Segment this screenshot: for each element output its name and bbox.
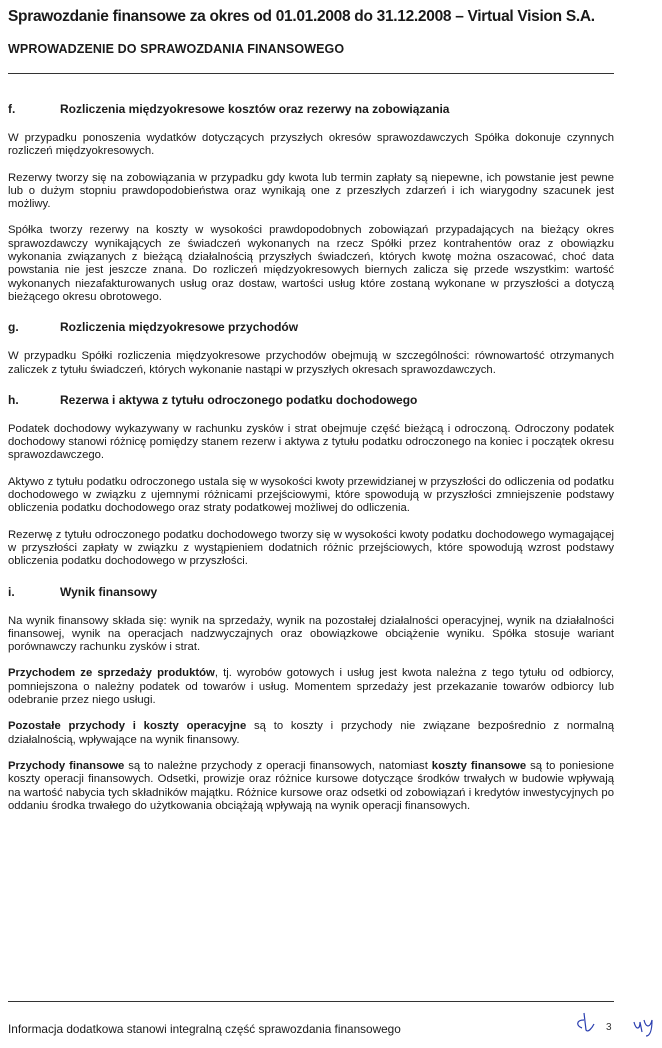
paragraph-text: Rezerwę z tytułu odroczonego podatku dochodowego tworzy się w wysokości kwoty podatku dochodowego wymagającej w przyszłości zapłaty w związku z wystąpieniem dodatnich różnic przejściowych, które spowodują wzrost podstawy obliczenia podatku dochodowego w przyszłości. [8, 528, 614, 568]
paragraph-text: są to należne przychody z operacji finansowych, natomiast [124, 759, 432, 772]
footer-note: Informacja dodatkowa stanowi integralną część sprawozdania finansowego [8, 1022, 401, 1036]
document-title: Sprawozdanie finansowe za okres od 01.01.2008 do 31.12.2008 – Virtual Vision S.A. [8, 8, 595, 25]
section-heading [8, 102, 614, 116]
header-rule [8, 73, 614, 74]
paragraph [8, 172, 614, 212]
section-heading [8, 320, 614, 334]
paragraph-text: są to poniesione koszty operacji finansowych. Odsetki, prowizje oraz różnice kursowe dotyczące środków trwałych w budowie wpływają na wartość nabycia tych składników majątku. Różnice kursowe oraz odsetki od zobowiązań i kredytów inwestycyjnych po oddaniu środka trwałego do użytkowania obciążają wpływają na wynik operacji finansowych. [8, 759, 614, 812]
paragraph-text: W przypadku Spółki rozliczenia międzyokresowe przychodów obejmują w szczególności: równowartość otrzymanych zaliczek z tytułu świadczeń, których wykonanie nastąpi w przyszłych okresach sprawozdawczych. [8, 350, 614, 376]
section-title: Rozliczenia międzyokresowe kosztów oraz rezerwy na zobowiązania [60, 102, 450, 116]
paragraph-text: Aktywo z tytułu podatku odroczonego ustala się w wysokości kwoty przewidzianej w przyszłości do odliczenia od podatku dochodowego w związku z ujemnymi różnicami przejściowymi, które spowodują w przyszłości zmniejszenie podstawy obliczenia podatku dochodowego oraz straty podatkowej możliwej do odliczenia. [8, 475, 614, 515]
section-heading [8, 585, 614, 599]
section-letter: h. [8, 392, 19, 407]
paragraph [8, 615, 614, 655]
section-letter: f. [8, 102, 16, 116]
handwritten-initials [570, 1008, 662, 1038]
paragraph-text: są to koszty i przychody nie związane bezpośrednio z normalną działalnością, wpływające na wynik finansowy. [8, 720, 615, 746]
section-title: Wynik finansowy [60, 584, 158, 599]
section-heading [8, 393, 614, 407]
paragraph [8, 350, 614, 377]
document-body [8, 102, 614, 813]
page-number: 3 [606, 1022, 612, 1033]
bold-term: Przychodem ze sprzedaży produktów [8, 667, 215, 680]
document-subtitle: WPROWADZENIE DO SPRAWOZDANIA FINANSOWEGO [8, 42, 345, 56]
section-letter: i. [8, 584, 15, 599]
paragraph [8, 667, 614, 707]
paragraph-text: Spółka tworzy rezerwy na koszty w wysokości prawdopodobnych zobowiązań przypadających na bieżący okres sprawozdawczy wynikających ze świadczeń wykonanych na rzecz Spółki przez kontrahentów oraz z obowiązku wykonania związanych z bieżącą działalnością przyszłych świadczeń, których kwotę można oszacować, choć data powstania nie jest jeszcze znana. Do rozliczeń międzyokresowych biernych zalicza się przede wszystkim: wartość wykonanych niezafakturowanych usług oraz dostaw, wartości usług które zostaną wykonane w przyszłości a dotyczą bieżącego okresu obrotowego. [8, 224, 614, 303]
paragraph-text: Na wynik finansowy składa się: wynik na sprzedaży, wynik na pozostałej działalności operacyjnej, wynik na działalności finansowej, wynik na operacjach nadzwyczajnych oraz obowiązkowe obciążenie wyniku. Spółka stosuje wariant porównawczy rachunku zysków i strat. [8, 614, 614, 654]
paragraph [8, 476, 614, 516]
paragraph [8, 423, 614, 463]
paragraph [8, 529, 614, 569]
section-title: Rezerwa i aktywa z tytułu odroczonego podatku dochodowego [60, 392, 418, 407]
section-letter: g. [8, 320, 19, 335]
bold-term: koszty finansowe [431, 759, 527, 772]
footer-rule [8, 1001, 614, 1002]
paragraph [8, 720, 614, 747]
paragraph-text: , tj. wyrobów gotowych i usług jest kwota należna z tego tytułu od odbiorcy, pomniejszona o należny podatek od towarów i usług. Momentem sprzedaży jest przekazanie towarów odbiorcy lub odebranie przez niego usługi. [8, 667, 614, 707]
bold-term: Przychody finansowe [8, 759, 125, 772]
paragraph-text: Podatek dochodowy wykazywany w rachunku zysków i strat obejmuje część bieżącą i odroczoną. Odroczony podatek dochodowy stanowi różnicę pomiędzy stanem rezerw i aktywa z tytułu podatku odroczonego na koniec i początek okresu sprawozdawczego. [8, 422, 614, 462]
paragraph [8, 132, 614, 159]
paragraph [8, 760, 614, 813]
paragraph-text: W przypadku ponoszenia wydatków dotyczących przyszłych okresów sprawozdawczych Spółka dokonuje czynnych rozliczeń międzyokresowych. [8, 132, 614, 158]
paragraph-text: Rezerwy tworzy się na zobowiązania w przypadku gdy kwota lub termin zapłaty są niepewne, ich powstanie jest pewne lub o dużym stopniu prawdopodobieństwa oraz wynikają one z przeszłych zdarzeń i ich wiarygodny szacunek jest możliwy. [8, 171, 614, 211]
section-title: Rozliczenia międzyokresowe przychodów [60, 320, 299, 335]
bold-term: Pozostałe przychody i koszty operacyjne [8, 720, 247, 733]
paragraph [8, 224, 614, 304]
